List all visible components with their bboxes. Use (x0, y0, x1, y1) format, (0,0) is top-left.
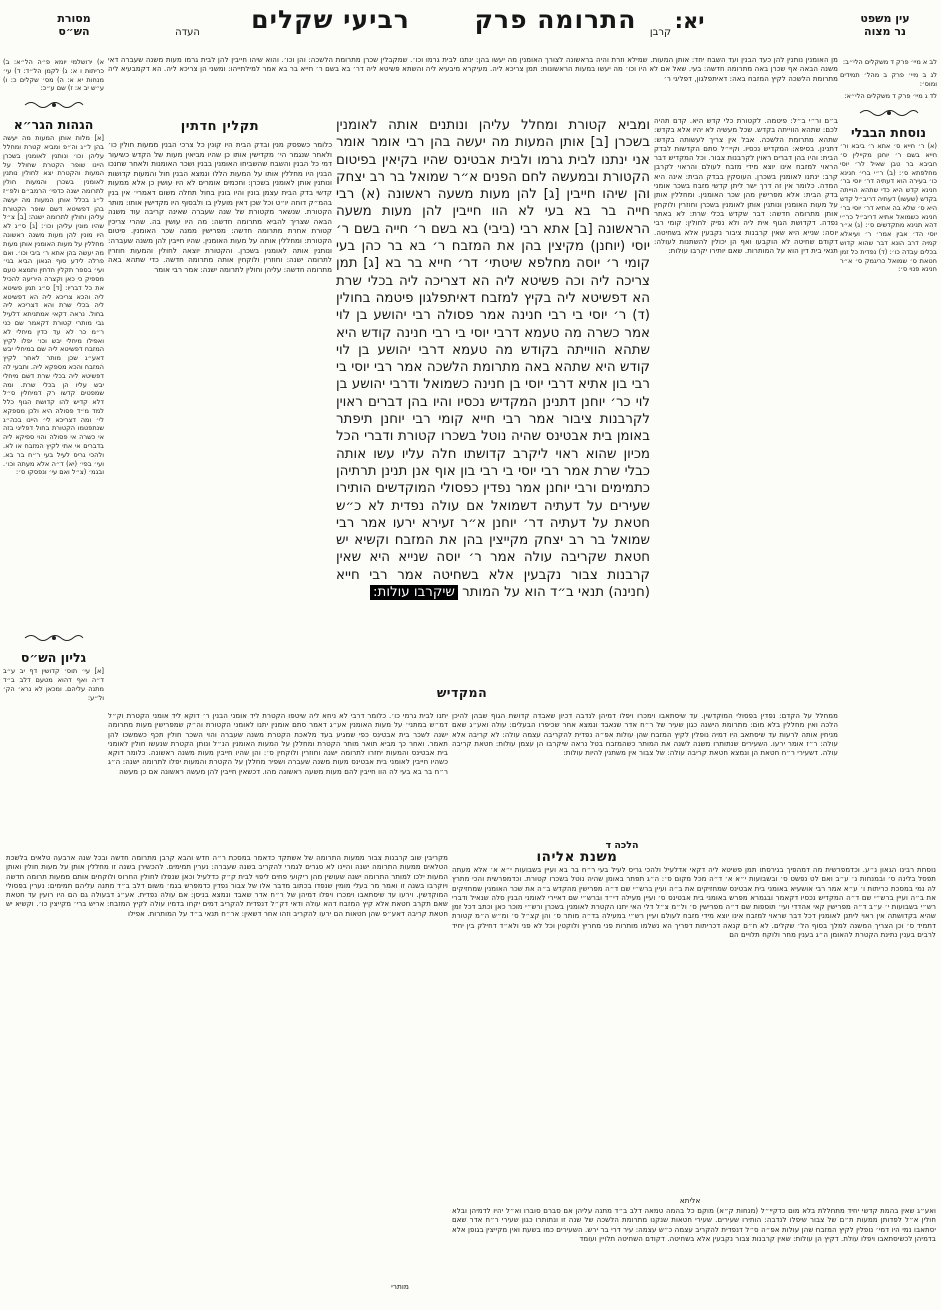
mesoret-hashas-text: א) ירושלמי יומא פ״ה הל״א: ב) כריתות ו א: ג) לקמן הל״ד: ד) עי׳ מנחות יא א: ה) מס׳ שקלים כ: ו) ע״ש יב א: ז) שם ע״כ: (3, 58, 104, 93)
gilyon-hashas-text: [א] עי׳ תוס׳ קדושין דף יב ע״ב ד״ה ואף דהוא מטעם דלב ב״ד מתנה עליהם. ומכאן לא נרא׳ הק׳ ול״ע: (3, 667, 104, 702)
nuschat-habavli-text: (א) ר׳ חייא ס׳ אתא ר׳ ביבא ור׳ חייא בשם ר׳ יוחנן מקיילין ס׳ חביבא בר טבן שאיל לר׳ יוסי מחלפתא ס׳: (ב) ר״י ברי׳ חנינא כו׳ בעירה הוא דעתיה דר׳ יוסי בר׳ חנינא קדש היא כדי שתהא הוייתה בקדש (שעשו) דעתיה דריב״ל קדש היא ס׳ שלא בה אתיא דר׳ יוסי בר׳ חנינא כשמואל אתיא דריב״ל כר״י דהא תנינא מתקדשים ס׳: (ג) א״ר יוסי הד׳ אבין אמר׳ ר׳ ועיאלא קמיה דרב הונא דבר שהוא קדוש בכלים עבדה כו׳: (ד) נפדית כל זמן חטאת ס׳ שמואל כריגמק ס׳ א״ר חנינא פנוי ס׳: (840, 142, 937, 274)
right-margin-column (840, 58, 937, 403)
ein-mishpat-line2: נר מצוה (864, 25, 906, 38)
ein-mishpat-entry: לד ג מיי׳ פרק ד משקלים הלי״א: (844, 92, 937, 101)
ein-mishpat-line1: עין משפט (860, 12, 910, 25)
halacha-label: הלכה ד (605, 840, 639, 851)
bottom-commentary-block: ואע״ג שאין בהמת קדשי יחיד מתחללת בלא מום כדקיי״ל (מנחות ק״א) מוקם כל בהמה טמאה דלב ב״ד מתנה עליהן אם סברם סוברו וא״ל יהיו לדמיהן ובלא חולין א״ל לפדותן ממעות ת״ם של צבור שיפלו לנדבה: הותירו שעירים. שעירי חטאות שנקנו מתרומת הלשכה של שנה זו ונתותרו כגון שעירי ר״ח אדר שאם יסתאבו נמי היו דמי׳ נופלין לקיץ המזבח שהן עולות אפ״ה ס״ל דנפדית להקריב עצמה כ״ש עצמה: עיר דרי בר ירש. השעירים כמו בשעת ואין מקייצין בגופן אלא בדמיהן לכשיסתאבו ויפלו עולת. דקיץ הן עולות: שאין קרבנות צבור נקבעין אלא בשחיטה. דקודם השחיטה תלויין ועומד (452, 1207, 936, 1243)
mishnat-eliyahu-title: משנת אליהו (536, 849, 618, 865)
commentary-name-haedah: העדה (175, 27, 200, 38)
korban-haedah-lower-text: ממחלל על הקדם: נפדין בפסולי המוקדשין. עד שיסתאבו וימכרו ויפלו דמיהן לנדבה דכיון שאבדה קדושת הגוף שבהן להיכן הלכה ואין מחללין בלא מום: מתרומת הישנה כגון שעיר של ר״ח אדר שנאבד ונמצא אחר שכיפרו הבעלים: עולה ואע״ג שאם מניחין אותה לרעות עד שיסתאב היו דמיה נופלין לקיץ המזבח שהן עולות אפ״ה נפדית להקריבה עצמה עולה: לא קריבה אלא עולה: ר״ז אומר ירעו. השעירים שנתותרו משנה לשנה את המותר כשהמזבח בטל נראה שיקרבו הן עצמן עולות: חטאת קריבה עולה. דשעירי ר״ח חטאת הן ונמצא חטאת קריבה עולה: של צבור אין משתנין להיות עולות: (452, 712, 838, 758)
tiklin-chadtin-text: כלומר כשפסק מנין ובדק הבית היו קונין כל צרכי הבנין ממעות חולין כו׳ ולאחר שנגמר הי׳ מקדישין אותו כן שהיו מביאין מעות של הקדש כשיעור דמי כל הבנין והשבח שהשביחו האומנין בבנין ושכר האומנות ולאחר שחנכו הבנין היו מחללין אותו על המעות הללו ונמצא הבנין חול והמעות קדושות ונותנין אותן לאומנין בשכרן: וחכמים אומרים לא היו עושין כן אלא ממעות קדשי בדק הבית עצמן בונין והיו בונין בחול תחלה משום דאמרי׳ אין בנין בהמ״ק דוחה יו״ט וכל שכן דאין מועלין בו ולבסוף היו מקדישין אותו: מותר הקטורת. שנשאר מקטורת של שנה שעברה שאינה קריבה עוד משנה הבאה שצריך להביא מתרומה חדשה: מה היו עושין בה. שהרי צריכין קטורת אחרת מתרומה חדשה: מפרישין ממנה שכר האומנין. פיטום הקטורת: ומחללין אותה על מעות האומנין. שהיו חייבין להן משנה שעברה: ונותנין אותה לאומנין בשכרן. והקטורת יוצאה לחולין והמעות חוזרין לתרומה ישנה: וחוזרין ולוקחין אותה מתרומה חדשה. כדי שתהא באה מתרומה חדשה: עליהן וחולין לתרומה ישנה: אמר רבי אומר (108, 140, 332, 274)
catchword: מותרי (391, 1282, 409, 1291)
left-margin-column (3, 58, 104, 858)
top-commentary-strip: מן האומנין נותנין להן כעד הבנין ועד השבח יחד: אותן המעות. שמילא וזרת והיה בראשונה לצורך האומנין מה יעשו בהן: ינתנו לבית גרמו וכו׳. שמקבלין שכרן מתרומת הלשכה: והן וכו׳. והוא שיהו חייבין להן לבית גרמו מעות משנה שעברה דאי משנה הבאה אף שכרן באה מתרומה חדשה: בעי. שאל אם לא היו וכו׳ מה יעשו במעות הראשונות: תמן צריכא ליה. מעיקרא מיבעיא ליה והשתא פשיטא ליה דר׳ בא בשם ר׳ חייא בר בא אמר למילתייהו: ומשני הן צריכא ליה. הא דקמבעיא ליה מתרומת הלשכה לקיץ המזבח באה: דאיתפלגון, דפליגי ר׳ (108, 56, 838, 83)
hagahot-hagra-title: הגהות הגר״א (13, 117, 94, 133)
mesoret-corner-title (36, 12, 112, 38)
mishnat-eliyahu-closing-word: אליתא (679, 1196, 701, 1205)
commentary-name-korban: קרבן (649, 27, 672, 38)
ein-mishpat-entry: לב א מיי׳ פרק ד משקלים הלי״ב: (842, 58, 937, 66)
ein-mishpat-corner-title (834, 12, 936, 38)
tiklin-chadtin-title: תקלין חדתין (180, 119, 260, 134)
mishnat-eliyahu-text: נוסחת רבינו הגאון נ״ע. וכדמפרשית מה דמהפיך בגירסתו תמן פשיטא ליה דקאי אדלעיל ולהכי גריס לעיל בעי ר״ח בר בא ועיין בשבועות י״א א׳ אלא מעתה תפסל בלינה ס׳ ובמנחות נ׳ ע״ב ואם לט נפשט ס׳ ובשבועות י״א א׳ ד״ה מכל מקום ס׳: ה״ג תפתר באומן שהיה נוטל בשכרו קטורת. וכדמפרשית והכי מתרץ לה נמי במסכת כריתות ו׳ ע״א אמר רבי אושעיא באומני בית אבטינס שמחזיקים את ב״ה ועיין ברש״י שם ד״ה מפרישין מהקדש ב״ה את שכר האומנין שמחזיקים את ב״ה ועיין ברש״י שם ד״ה המקדיש נכסיו דקאמר ובגמרא מפרש באומני בית אבטינס ס׳ ועיין מעילה די״ד וברש״י שם דאיירי לאומני הבנין סלה שנאיל ודברי רש״י בשבועות י׳ ע״ב ד״ה מפרישין קאי אהדדי ועי׳ תוספות שם ד״ה מפרישין ס׳ ול״מ צ״ל דלי האי יתנו הקטרת לאומנין בשכרן ורש״י מוכר כאן וכתב דכל זמן שהיא בקדושתה אין ראוי ליתנן לאומנין דכל דבר שראוי למזבח אינו יוצא מידי מזבח לעולם ועיין רש״י במעילה בד״ה מותר ס׳ והן קצ״ל ס׳ ומ״ש ה״מ קטורת דתמיד ס׳ וכן הצריך המשנה למלך בסוף הל׳ שקלים. לא ח״ם קנאה דכריתות דפריך הא נשלמו מותרות פני מחריץ ולוקטין וכל לא פני ולא״ד דחילק בין יחיד לרבים בענין נתינת הקטרת להאומן ה״ג בענין מחר ולוקח תלויים הם (452, 866, 936, 940)
ornament-divider (3, 633, 104, 643)
gemara-text: ומביא קטורת ומחלל עליהן ונותנים אותה לאומנין בשכרן [ב] אותן המעות מה יעשה בהן רבי אומר אומר אני ינתנו לבית גרמו ולבית אבטינס שהיו בקיאין בפיטום הקטורת ובמעשה לחם הפנים א״ר שמואל בר רב יצחק והן שיהו חייבין [ג] להן מעות משעה ראשונה (א) רבי חייה בר בא בעי לא הוו חייבין להן מעות משעה הראשונה [ב] אתא רבי (ביבי) בא בשם ר׳ חייה בשם ר׳ יוסי (יוחנן) מקיצין בהן את המזבח ר׳ בא בר כהן בעי קומי ר׳ יוסה מחלפא שיטתי׳ דר׳ חייא בר בא [ג] תמן צריכה ליה וכה פשיטא ליה הא דצריכה ליה בכלי שרת הא דפשיטא ליה בקיץ למזבח דאיתפלגון פיטמה בחולין (ד) ר׳ יוסי בי רבי חנינה אמר פסולה רבי יהושע בן לוי אמר כשרה מה טעמא דרבי יוסי בי רבי חנינה קודש היא שתהא הווייתה בקודש מה טעמא דרבי יהושע בן לוי קודש היא שתהא באה מתרומת הלשכה אמר רבי יוסי בי רבי בון אתיא דרבי יוסי בן חנינה כשמואל ודרבי יהושע בן לוי כר׳ יוחנן דתנינן המקדיש נכסיו והיו בהן דברים ראוין לקרבנות ציבור אמר רבי חייא קומי רבי יוחנן תיפתר באומן בית אבטינס שהיה נוטל בשכרו קטורת ודברי הכל מכיון שהוא ראוי ליקרב קדושתו חלה עליו עשו אותה כבלי שרת אמר רבי יוסי בי רבי בון אוף אנן תנינן תרתיהן כתמימים ורבי יוחנן אמר נפדין כפסולי המוקדשים הותירו שעירים על דעתיה דשמואל אם עולה נפדית לא כ״ש חטאת על דעתיה דר׳ יוחנן א״ר זעירא ירעו אמר רבי שמואל בר רב יצחק מקייצין בהן את המזבח וקשיא יש חטאת שקריבה עולה אמר ר׳ יוסה שנייא היא שאין קרבנות צבור נקבעין אלא בשחיטה אמר רבי חייא (חנינה) תנאי ב״ד הוא על המותר (336, 118, 650, 601)
search-highlight[interactable]: שיקרבו עולות: (370, 585, 458, 600)
page-title-left: רביעי שקלים (251, 5, 410, 34)
page-title-right: התרומה פרק (474, 5, 637, 34)
hamakdish-title: המקדיש (436, 685, 488, 700)
ornament-divider (3, 100, 104, 110)
mesoret-line2: הש״ס (58, 25, 90, 38)
gemara-column (336, 117, 650, 691)
nuschat-habavli-title: נוסחת הבבלי (850, 125, 926, 141)
daf-number: יא: (674, 9, 705, 33)
mesoret-line1: מסורת (57, 12, 91, 25)
hamakdish-upper-text: יתנו לבית גרמי כו׳. כלומר דרבי לא ניחא ליה שיטפו הקטרת ליד אומני הבנין ר׳ דוקא ליד אומני הקטרת וק״ל דמ״ש במתני׳ על מעות האומנין אע״ג דאמר סתם אומנין יתנו לאומני הקטורת וה״ק שמפרישין מעות מתרומה ישנה לשכר בית אבטינס כפי שמגיע בעד מלאכת הקטרת משנה שעברה והוי השכר חולין תכף כשמשכו להן תאמר. ואחר כך מביא תואר מותר הקטרת ומחללן על המעות האומנין הנ״ל ונותן הקטרת שנעשו חולין לאומני בית אבטינס והמעות יחזרו לתרומה ישנה וחוזרין ולוקחין ס׳: והן שהיו חייבין מעות משנה ראשונה. כלומר דוקא כשהיו חייבין לאומני בית אבטינס מעות משנה שעברה ושפיר מחללן על הקטרת והמעות יפלו לתרומה ישנה: ה״ג ר״ח בר בא בעי לה הוו חייבין להם מעות משעה ראשונה מהו. דכשאין חייבין להן מעשה ראשונה אם כן מעשה (108, 712, 448, 776)
ornament-divider (840, 108, 937, 118)
hagahot-hagra-text: [א] מלות אותן המעות מה יעשה בהן ל״ג וה״פ ומביא קטרת ומחלל עליהן וכו׳ ונותנין לאומנין בשכרן היינו שופר הקטרת שחולל על המעות והקטרת יצא לחולין נותנין לאומנין בשכרן והמעות חולין לתרומה ישנה כדפי׳ הרמב״ם ולפ״ז ל״ג בכלל אותן המעות מה יעשה בהן דפשיטא דשם שופר הקטורת עליהן וחולין לתרומה ישנה: [ב] צ״ל שהיו מונין עליהן וכו׳: [ג] ס״ג לא היו מונין להן מעות משנה ראשונה מחללין על מעות האומנין אותן מעות מה יעשה בהן אתא ר׳ ביבי וכו׳. ואם פרלה לידע סוף הגאון הביא בגי׳ ועי׳ בספר תקלין חדתין ותמצא טעם מספיק כי כאן וקצרה היריעה להכיל את כל דבריו: [ד] ס״ג תמן פשיטא ליה והכא צריכא ליה הא דפשיטא ליה בכלי שרת והא דצריכא ליה בחול. נראה דקאי אמתניתא דלעיל גבי מותרי קטורת דקאמר שם כני ר״מ כר לא עד כדין מיחלי לא ואפילו מיחלי יבש וכו׳ יפלו לקיץ המזבח דפשיטא ליה שם במיחלי יבש דאע״ג שכן מותר לאחר לקיץ המזבח והכא מספקא ליה. ותבעי לה דפשיטא ליה בכלי שרת דשם מיחלי יבש עליו הן בכלי שרת. ומה שמפטים קדשו רק דמיחלין ס״ל דלא קדיש להו קדושת הגוף כלל למד מ״ד פסולה היא ולכן מספקא לי׳ ומה דצריכא לי׳ היינו בכה״ג שנתפטמו הקטורת בחול דפליגי בזה אי כשרה אי פסולה והוי ספיקא ליה בדברים אי אתי לקיץ המזבח או לא. ולהכי גריס לעיל בעי ר״ח בר בא. ועי׳ בפי׳ (יא) ד״ה אלא מעתה וכו׳. ובגמ׳ (צ״ל ואם עי׳ ונפסקו ס׳: (3, 134, 104, 477)
gilyon-hashas-title: גליון הש״ס (20, 650, 87, 666)
korban-haedah-column: ב״ם ור״י ב״ל: פיטמה. לקטורת כלי קדש היא. קדם תהיה לכם: שתהא הווייתה בקדש. שכל מעשיה לא יהיו אלא בקדש: שתהא מתרומת הלשכה. אבל אין צריך לעשותה בקדש: דתנינן. בסיפא: המקדיש נכסיו. וקיי״ל סתם הקדשות לבדק הבית: והיו בהן דברים ראוין לקרבנות צבור. וכל המקדיש דבר הראוי למזבח אינו יוצא מידי מזבח לעולם והראוי לקרבן קרב: ינתנו לאומנין בשכרן. העוסקין בבדק הבית: אינה היא המדה. כלומר אין זה דרך ישר ליתן קדשי מזבח בשכר אומני בדק הבית: אלא מפרישין מהן שכר האומנין. ומחללין אותן על מעות האומנין ונותנין אותן לאומנין בשכרן וחוזרין ולוקחין אותן מתרומה חדשה: דבר שקדש בכלי שרת: לא באתר נפדה. דקדושת הגוף אית ליה ולא נפיק לחולין: קומי רבי יוסה: שנייא היא שאין קרבנות ציבור נקבעין אלא בשחיטה. דקודם שחיטה לא הוקבעו ואף הן יכולין להשתנות לעולה: תנאי בית דין הוא על המותרות. שאם יותירו יקרבו עולות: (654, 117, 838, 256)
hamakdish-lower-text: מקריבין שוב קרבנות צבור ממעות התרומה של אשתקד כדאמר במסכת ר״ה חדש והבא קרבן מתרומה חדשה ובכל שנה ארבעה טלאים בלשכת הטלאים ממעות התרומה ישנה והיינו לא סגרים לגמרי להקריב בשנה שעברה: נערין תמימים. להכשירן בשנה זו מחללין אותן על מעות חולין ואותן המעות ילכו למותר התרומה ישנה שעושין מהן ריקועי פחים ליפוי לבית ק״ק כדלעיל וכאן שנפלו לחולין החרוס ולוקחים אותם ממעות תרומה חדשה ויוקרבו בשנה זו ואמר מר בעלי מומין שנפדו בכתוב מדבר אלו של צבור נפדין כדמפרש בגמ׳ משום דלב ב״ד מתנה עליהם תמימים: נערין בפסולי המוקדשין. וירעו עד שיסתאבו וימכרו ויפלו דמיהן של ר״ח אדר שאבד ונמצא בניסן: אם עולה נפדית. אע״ג דבעולה גם הם היו רועין עד חטאת שאם תקרב חטאת אלא קיץ המזבח דהא עולה ודאי דק״ל דנפדית להקריב דמים יקחו בדמיו עולה לקיץ המזבח: אריש ברי׳ מקייצין כו׳. וקשיא יש חטאת קריבה דאע״פ שהן חטאות הם ירעו להקריב וזהו אחר דשאין: אר״ח תנאי ב״ד על המותרות. אפילו (6, 854, 448, 918)
ein-mishpat-entry: לג ב מיי׳ פרק ב מהל׳ תמידים ומוס׳: (840, 70, 937, 88)
